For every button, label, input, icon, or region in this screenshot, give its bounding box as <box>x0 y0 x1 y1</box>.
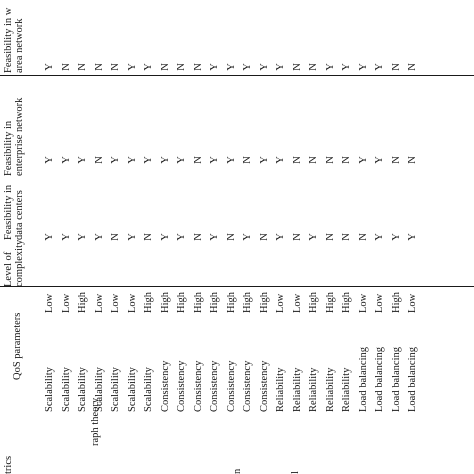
cell-ent: Y <box>77 156 88 164</box>
cell-complexity: High <box>159 292 171 313</box>
cell-ent: Y <box>110 156 121 164</box>
cell-complexity: High <box>77 292 88 313</box>
cell-wan: N <box>77 63 88 71</box>
cell-qos: Load balancing <box>390 346 402 412</box>
cell-wan: N <box>176 63 187 71</box>
cell-wan: Y <box>143 63 154 71</box>
cell-wan: N <box>110 63 121 71</box>
cell-ent: N <box>291 156 303 164</box>
cell-dc: N <box>143 233 154 241</box>
cell-dc: Y <box>93 233 105 241</box>
cell-complexity: High <box>258 292 270 313</box>
cell-dc: Y <box>44 233 55 241</box>
cell-complexity: High <box>143 292 154 313</box>
cell-qos: Consistency <box>159 360 171 412</box>
cell-wan: Y <box>357 63 369 71</box>
table-rule-top <box>0 75 474 76</box>
cell-complexity: High <box>341 292 352 313</box>
cell-qos: Scalability <box>77 367 88 412</box>
cell-complexity: Low <box>60 293 72 313</box>
cell-ent: Y <box>143 156 154 164</box>
cell-ent: Y <box>225 156 237 164</box>
cell-qos: Scalability <box>93 367 105 412</box>
cell-ent: Y <box>357 156 369 164</box>
cell-qos: Reliability <box>308 367 319 412</box>
cell-complexity: Low <box>126 293 138 313</box>
cell-complexity: Low <box>44 293 55 313</box>
table-rule-header <box>0 286 474 287</box>
cell-dc: N <box>258 233 270 241</box>
cell-complexity: High <box>225 292 237 313</box>
cell-dc: Y <box>77 233 88 241</box>
cell-complexity: High <box>209 292 220 313</box>
cell-ent: Y <box>374 156 385 164</box>
cell-complexity: Low <box>357 293 369 313</box>
cell-qos: Scalability <box>143 367 154 412</box>
cell-wan: N <box>390 63 402 71</box>
cell-dc: N <box>225 233 237 241</box>
cell-qos: Consistency <box>176 360 187 412</box>
side-label-graph-theory: raph theory <box>90 397 101 446</box>
cell-dc: Y <box>407 233 418 241</box>
cell-wan: Y <box>341 63 352 71</box>
cell-wan: Y <box>258 63 270 71</box>
cell-dc: Y <box>390 233 402 241</box>
header-complexity: Level of complexity <box>3 239 25 287</box>
cell-ent: N <box>93 156 105 164</box>
cell-wan: Y <box>44 63 55 71</box>
cell-qos: Consistency <box>242 360 253 412</box>
cell-qos: Reliability <box>341 367 352 412</box>
header-qos: QoS parameters <box>12 312 23 380</box>
cell-qos: Scalability <box>60 367 72 412</box>
cell-dc: Y <box>308 233 319 241</box>
cell-qos: Scalability <box>126 367 138 412</box>
cell-dc: Y <box>374 233 385 241</box>
cell-dc: N <box>110 233 121 241</box>
cell-dc: Y <box>209 233 220 241</box>
cell-dc: Y <box>126 233 138 241</box>
header-metrics: trics <box>3 455 14 474</box>
cell-wan: N <box>407 63 418 71</box>
cell-qos: Reliability <box>275 367 286 412</box>
cell-ent: Y <box>258 156 270 164</box>
cell-ent: Y <box>275 156 286 164</box>
cell-dc: Y <box>242 233 253 241</box>
cell-complexity: High <box>324 292 336 313</box>
cell-qos: Consistency <box>192 360 204 412</box>
cell-qos: Load balancing <box>407 346 418 412</box>
cell-qos: Scalability <box>110 367 121 412</box>
cell-ent: N <box>407 156 418 164</box>
cell-ent: Y <box>159 156 171 164</box>
cell-dc: N <box>341 233 352 241</box>
cell-wan: Y <box>126 63 138 71</box>
header-wan: Feasibility in w area network <box>3 7 25 73</box>
cell-ent: Y <box>176 156 187 164</box>
cell-dc: Y <box>60 233 72 241</box>
cell-dc: Y <box>176 233 187 241</box>
cell-ent: Y <box>44 156 55 164</box>
cell-wan: N <box>192 63 204 71</box>
cell-qos: Scalability <box>44 367 55 412</box>
cell-complexity: Low <box>374 293 385 313</box>
cell-ent: N <box>324 156 336 164</box>
cell-complexity: Low <box>407 293 418 313</box>
cell-ent: N <box>390 156 402 164</box>
cell-complexity: High <box>176 292 187 313</box>
cell-complexity: High <box>390 292 402 313</box>
side-label-l: l <box>290 471 301 474</box>
cell-dc: N <box>324 233 336 241</box>
cell-wan: N <box>308 63 319 71</box>
cell-complexity: Low <box>291 293 303 313</box>
cell-complexity: High <box>242 292 253 313</box>
cell-qos: Consistency <box>225 360 237 412</box>
cell-ent: Y <box>126 156 138 164</box>
cell-complexity: High <box>192 292 204 313</box>
cell-qos: Reliability <box>324 367 336 412</box>
header-enterprise: Feasibility in enterprise network <box>3 97 25 176</box>
cell-qos: Consistency <box>209 360 220 412</box>
cell-complexity: Low <box>275 293 286 313</box>
cell-dc: Y <box>159 233 171 241</box>
side-label-n: n <box>232 468 243 474</box>
cell-ent: N <box>308 156 319 164</box>
cell-dc: N <box>357 233 369 241</box>
cell-wan: Y <box>324 63 336 71</box>
cell-dc: N <box>192 233 204 241</box>
cell-wan: N <box>93 63 105 71</box>
cell-ent: N <box>341 156 352 164</box>
cell-qos: Load balancing <box>357 346 369 412</box>
cell-complexity: High <box>308 292 319 313</box>
cell-qos: Reliability <box>291 367 303 412</box>
cell-wan: Y <box>242 63 253 71</box>
cell-wan: Y <box>209 63 220 71</box>
cell-complexity: Low <box>110 293 121 313</box>
cell-qos: Consistency <box>258 360 270 412</box>
cell-wan: Y <box>275 63 286 71</box>
cell-wan: N <box>291 63 303 71</box>
cell-ent: Y <box>209 156 220 164</box>
cell-dc: Y <box>275 233 286 241</box>
cell-wan: Y <box>374 63 385 71</box>
cell-ent: Y <box>60 156 72 164</box>
cell-complexity: Low <box>93 293 105 313</box>
cell-wan: N <box>159 63 171 71</box>
cell-ent: N <box>242 156 253 164</box>
cell-ent: N <box>192 156 204 164</box>
cell-dc: N <box>291 233 303 241</box>
cell-wan: Y <box>225 63 237 71</box>
header-datacenters: Feasibility in data centers <box>3 184 25 240</box>
cell-qos: Load balancing <box>374 346 385 412</box>
cell-wan: N <box>60 63 72 71</box>
